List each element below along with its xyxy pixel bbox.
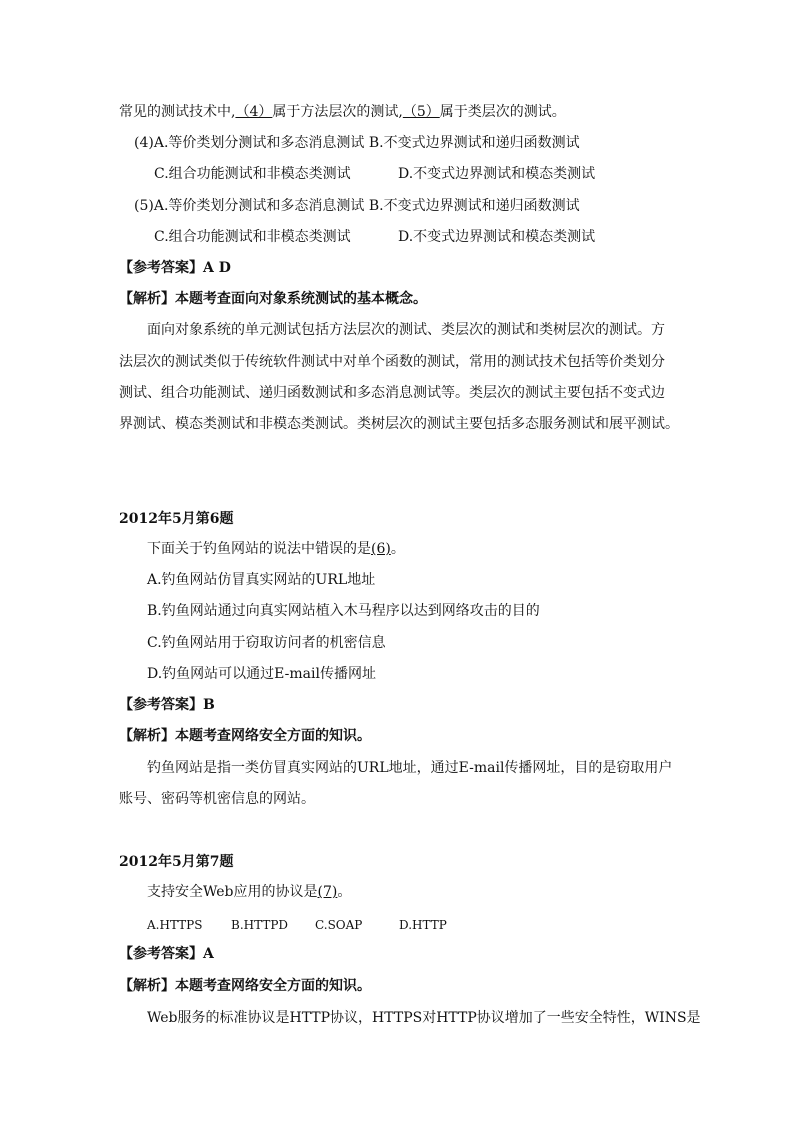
- blank-4: （4）: [235, 104, 273, 120]
- analysis-text: 面向对象系统的单元测试包括方法层次的测试、类层次的测试和类树层次的测试。方: [147, 322, 665, 338]
- answer: 【参考答案】A: [119, 946, 214, 962]
- analysis-text: Web服务的标准协议是HTTP协议，HTTPS对HTTP协议增加了一些安全特性，WINS是: [147, 1010, 701, 1026]
- option-5c: C.组合功能测试和非模态类测试: [154, 229, 351, 245]
- stem-text: 属于方法层次的测试,: [272, 104, 403, 120]
- option-line-5ab: (5)A.等价类划分测试和多态消息测试 B.不变式边界测试和递归函数测试: [134, 198, 580, 214]
- question-heading: 2012年5月第6题: [119, 511, 234, 527]
- blank-5: （5）: [402, 104, 440, 120]
- answer: 【参考答案】B: [119, 697, 215, 713]
- analysis-text: 界测试、模态类测试和非模态类测试。类树层次的测试主要包括多态服务测试和展平测试。: [119, 416, 679, 432]
- analysis-text: 钓鱼网站是指一类仿冒真实网站的URL地址，通过E-mail传播网址，目的是窃取用户: [147, 760, 673, 776]
- option-a: A.HTTPS: [147, 918, 203, 932]
- answer: 【参考答案】A D: [119, 260, 231, 276]
- option-d: D.钓鱼网站可以通过E-mail传播网址: [147, 666, 376, 682]
- option-line-4ab: (4)A.等价类划分测试和多态消息测试 B.不变式边界测试和递归函数测试: [134, 135, 580, 151]
- option-c: C.钓鱼网站用于窃取访问者的机密信息: [147, 635, 386, 651]
- question-stem: [119, 103, 566, 121]
- blank-6: (6): [371, 541, 391, 557]
- option-b: B.HTTPD: [231, 918, 289, 932]
- stem-text: 下面关于钓鱼网站的说法中错误的是: [147, 541, 371, 557]
- question-stem: [147, 883, 351, 901]
- stem-text: 。: [390, 541, 405, 557]
- stem-text: 常见的测试技术中,: [119, 104, 236, 120]
- stem-text: 支持安全Web应用的协议是: [147, 884, 318, 900]
- stem-text: 。: [337, 884, 352, 900]
- question-stem: [147, 540, 405, 558]
- analysis-text: 账号、密码等机密信息的网站。: [119, 791, 315, 807]
- question-heading: 2012年5月第7题: [119, 854, 234, 870]
- option-4c: C.组合功能测试和非模态类测试: [154, 166, 351, 182]
- analysis-title: 【解析】本题考查网络安全方面的知识。: [119, 728, 371, 744]
- option-5d: D.不变式边界测试和模态类测试: [398, 229, 596, 245]
- stem-text: 属于类层次的测试。: [439, 104, 566, 120]
- option-d: D.HTTP: [399, 918, 447, 932]
- analysis-title: 【解析】本题考查面向对象系统测试的基本概念。: [119, 291, 427, 307]
- option-c: C.SOAP: [315, 918, 363, 932]
- option-a: A.钓鱼网站仿冒真实网站的URL地址: [147, 572, 376, 588]
- analysis-text: 法层次的测试类似于传统软件测试中对单个函数的测试，常用的测试技术包括等价类划分: [119, 354, 665, 370]
- analysis-title: 【解析】本题考查网络安全方面的知识。: [119, 978, 371, 994]
- blank-7: (7): [317, 884, 338, 900]
- option-4d: D.不变式边界测试和模态类测试: [398, 166, 596, 182]
- option-b: B.钓鱼网站通过向真实网站植入木马程序以达到网络攻击的目的: [147, 603, 540, 619]
- analysis-text: 测试、组合功能测试、递归函数测试和多态消息测试等。类层次的测试主要包括不变式边: [119, 385, 665, 401]
